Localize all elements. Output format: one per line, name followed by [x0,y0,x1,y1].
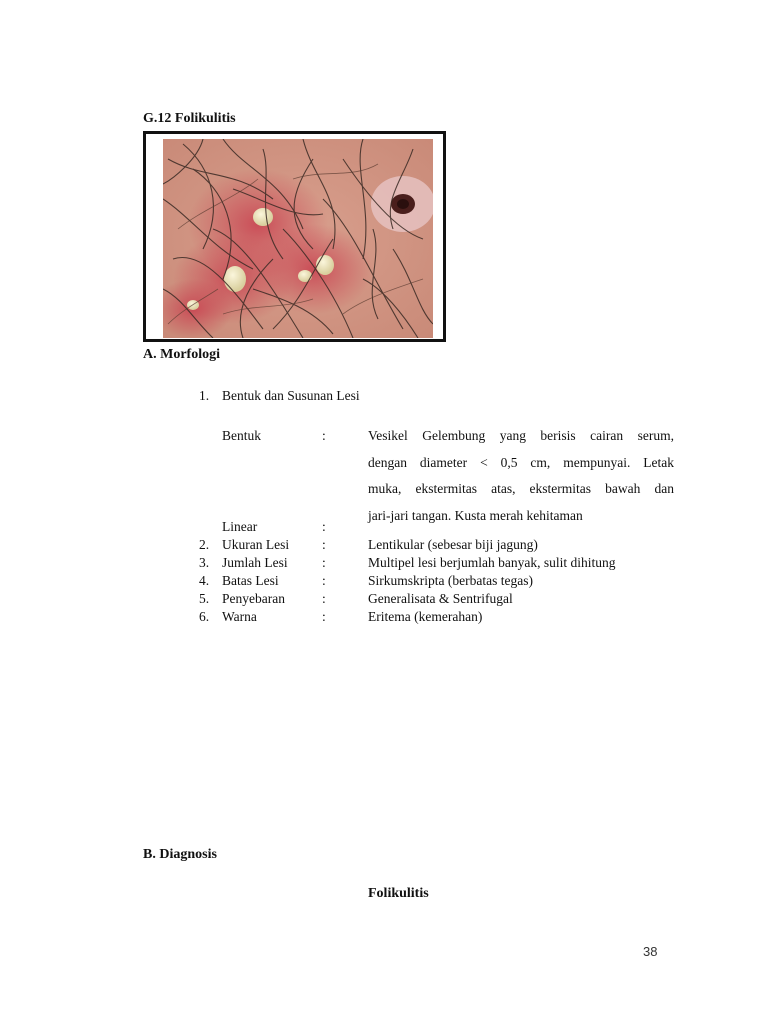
row-value: Lentikular (sebesar biji jagung) [368,537,538,552]
row-number: 6. [199,609,210,624]
pustule [298,270,312,282]
bentuk-line: dengan diameter < 0,5 cm, mempunyai. Letak [368,454,674,470]
row-colon: : [322,609,326,624]
row-value: Multipel lesi berjumlah banyak, sulit dihitung [368,555,616,570]
pustule [316,255,334,275]
bentuk-line: muka, ekstermitas atas, ekstermitas bawah dan [368,481,674,496]
row-colon: : [322,591,326,606]
pustule [253,208,273,226]
row-number: 4. [199,573,210,588]
bentuk-line: jari-jari tangan. Kusta merah kehitaman [368,507,583,523]
row-value: Eritema (kemerahan) [368,609,483,624]
row-colon: : [322,573,326,588]
item-number: 1. [199,388,210,403]
row-label: Jumlah Lesi [222,555,288,570]
pustule [224,266,246,292]
row-value: Sirkumskripta (berbatas tegas) [368,573,533,588]
item-label: Bentuk dan Susunan Lesi [222,388,360,403]
linear-label: Linear [222,519,258,534]
row-number: 5. [199,591,210,606]
row-label: Warna [222,609,257,624]
row-colon: : [322,537,326,552]
row-number: 2. [199,537,210,552]
bentuk-label: Bentuk [222,428,261,443]
row-number: 3. [199,555,210,570]
bentuk-colon: : [322,428,326,443]
bentuk-line: Vesikel Gelembung yang berisis cairan serum, [368,428,674,443]
row-label: Penyebaran [222,591,285,606]
figure-frame [143,131,446,342]
row-value: Generalisata & Sentrifugal [368,591,513,606]
row-label: Ukuran Lesi [222,537,290,552]
row-colon: : [322,555,326,570]
row-label: Batas Lesi [222,573,279,588]
bentuk-description [368,423,674,529]
section-heading-morfologi: A. Morfologi [143,347,220,362]
skin-folliculitis-photo [163,139,433,338]
section-heading-diagnosis: B. Diagnosis [143,847,217,862]
diagnosis-value: Folikulitis [368,886,429,901]
section-title: G.12 Folikulitis [143,111,236,126]
page-number: 38 [643,944,658,959]
linear-colon: : [322,519,326,534]
